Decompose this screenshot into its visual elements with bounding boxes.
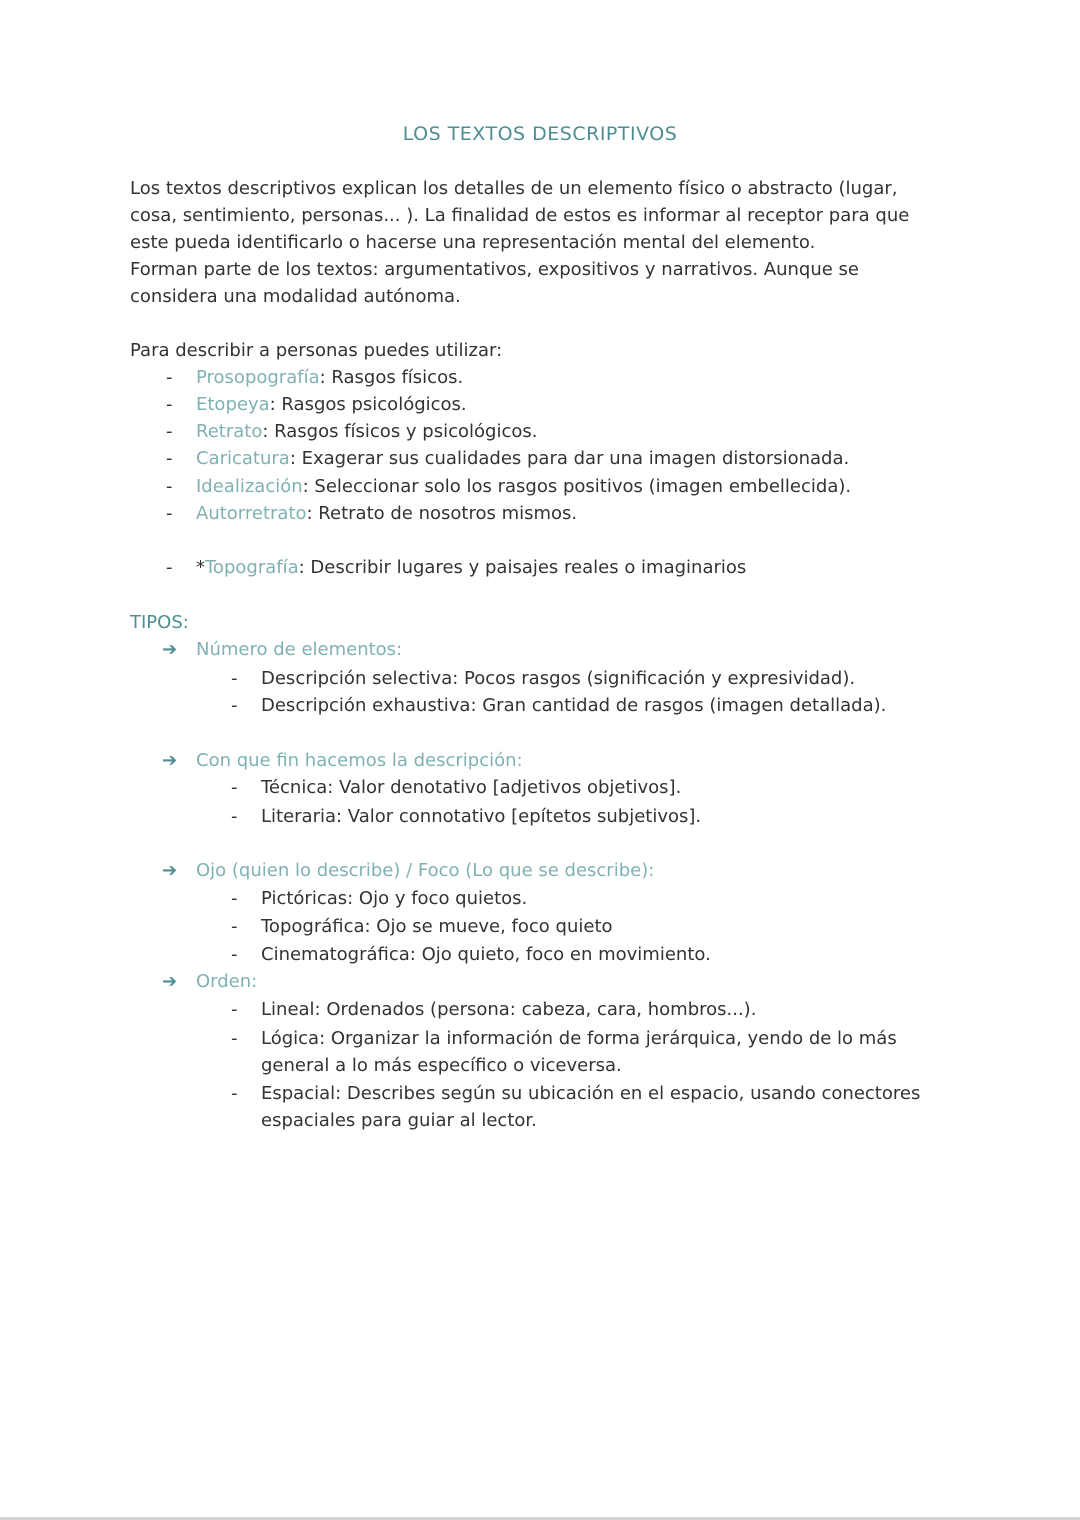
term-description: : Seleccionar solo los rasgos positivos (imagen embellecida). — [302, 476, 852, 497]
intro-line: Los textos descriptivos explican los detalles de un elemento físico o abstracto (lugar, — [130, 178, 898, 199]
term-idealizacion: Idealización — [196, 476, 303, 497]
list-item — [196, 421, 537, 442]
asterisk-prefix: * — [196, 557, 205, 578]
term-etopeya: Etopeya — [196, 394, 270, 415]
dash-icon: - — [166, 557, 173, 578]
dash-icon: - — [166, 394, 173, 415]
tipos-heading: TIPOS: — [130, 612, 189, 633]
term-autorretrato: Autorretrato — [196, 503, 307, 524]
term-description: : Rasgos físicos y psicológicos. — [262, 421, 538, 442]
arrow-right-icon: ➔ — [162, 750, 178, 771]
intro-line: este pueda identificarlo o hacerse una representación mental del elemento. — [130, 232, 816, 253]
dash-icon: - — [166, 503, 173, 524]
intro-line: considera una modalidad autónoma. — [130, 286, 461, 307]
list-item: Literaria: Valor connotativo [epítetos subjetivos]. — [261, 806, 702, 827]
list-item — [196, 503, 577, 524]
dash-icon: - — [231, 777, 238, 798]
term-topografia: Topografía — [205, 557, 299, 578]
arrow-right-icon: ➔ — [162, 639, 178, 660]
section-heading: Con que fin hacemos la descripción: — [196, 750, 523, 771]
dash-icon: - — [231, 999, 238, 1020]
dash-icon: - — [231, 1083, 238, 1104]
list-item: Técnica: Valor denotativo [adjetivos objetivos]. — [261, 777, 682, 798]
dash-icon: - — [231, 695, 238, 716]
list-item: Espacial: Describes según su ubicación en el espacio, usando conectores — [261, 1083, 921, 1104]
section-heading: Orden: — [196, 971, 258, 992]
intro-line: cosa, sentimiento, personas... ). La finalidad de estos es informar al receptor para que — [130, 205, 910, 226]
section-heading: Número de elementos: — [196, 639, 403, 660]
list-item: Cinematográfica: Ojo quieto, foco en movimiento. — [261, 944, 711, 965]
list-item: Descripción exhaustiva: Gran cantidad de rasgos (imagen detallada). — [261, 695, 887, 716]
list-item — [196, 367, 463, 388]
list-item-topografia — [196, 557, 746, 578]
term-description: : Retrato de nosotros mismos. — [306, 503, 578, 524]
people-intro: Para describir a personas puedes utilizar: — [130, 340, 503, 361]
list-item: Pictóricas: Ojo y foco quietos. — [261, 888, 528, 909]
dash-icon: - — [231, 888, 238, 909]
intro-paragraph — [130, 175, 970, 310]
dash-icon: - — [231, 1028, 238, 1049]
term-description: : Exagerar sus cualidades para dar una imagen distorsionada. — [289, 448, 850, 469]
term-retrato: Retrato — [196, 421, 263, 442]
list-item — [196, 448, 849, 469]
list-item-continuation: espaciales para guiar al lector. — [261, 1110, 537, 1131]
list-item — [196, 476, 851, 497]
term-prosopografia: Prosopografía — [196, 367, 320, 388]
intro-line: Forman parte de los textos: argumentativos, expositivos y narrativos. Aunque se — [130, 259, 859, 280]
term-description: : Rasgos psicológicos. — [269, 394, 467, 415]
dash-icon: - — [231, 916, 238, 937]
page-title: LOS TEXTOS DESCRIPTIVOS — [402, 123, 678, 145]
term-description: : Rasgos físicos. — [319, 367, 464, 388]
dash-icon: - — [231, 944, 238, 965]
list-item: Lógica: Organizar la información de forma jerárquica, yendo de lo más — [261, 1028, 897, 1049]
dash-icon: - — [166, 367, 173, 388]
list-item-continuation: general a lo más específico o viceversa. — [261, 1055, 622, 1076]
list-item: Lineal: Ordenados (persona: cabeza, cara, hombros...). — [261, 999, 757, 1020]
section-heading: Ojo (quien lo describe) / Foco (Lo que se describe): — [196, 860, 655, 881]
arrow-right-icon: ➔ — [162, 860, 178, 881]
dash-icon: - — [166, 421, 173, 442]
dash-icon: - — [231, 806, 238, 827]
term-description: : Describir lugares y paisajes reales o imaginarios — [298, 557, 747, 578]
arrow-right-icon: ➔ — [162, 971, 178, 992]
dash-icon: - — [166, 448, 173, 469]
dash-icon: - — [231, 668, 238, 689]
dash-icon: - — [166, 476, 173, 497]
list-item — [196, 394, 467, 415]
list-item: Descripción selectiva: Pocos rasgos (significación y expresividad). — [261, 668, 856, 689]
term-caricatura: Caricatura — [196, 448, 290, 469]
list-item: Topográfica: Ojo se mueve, foco quieto — [261, 916, 613, 937]
